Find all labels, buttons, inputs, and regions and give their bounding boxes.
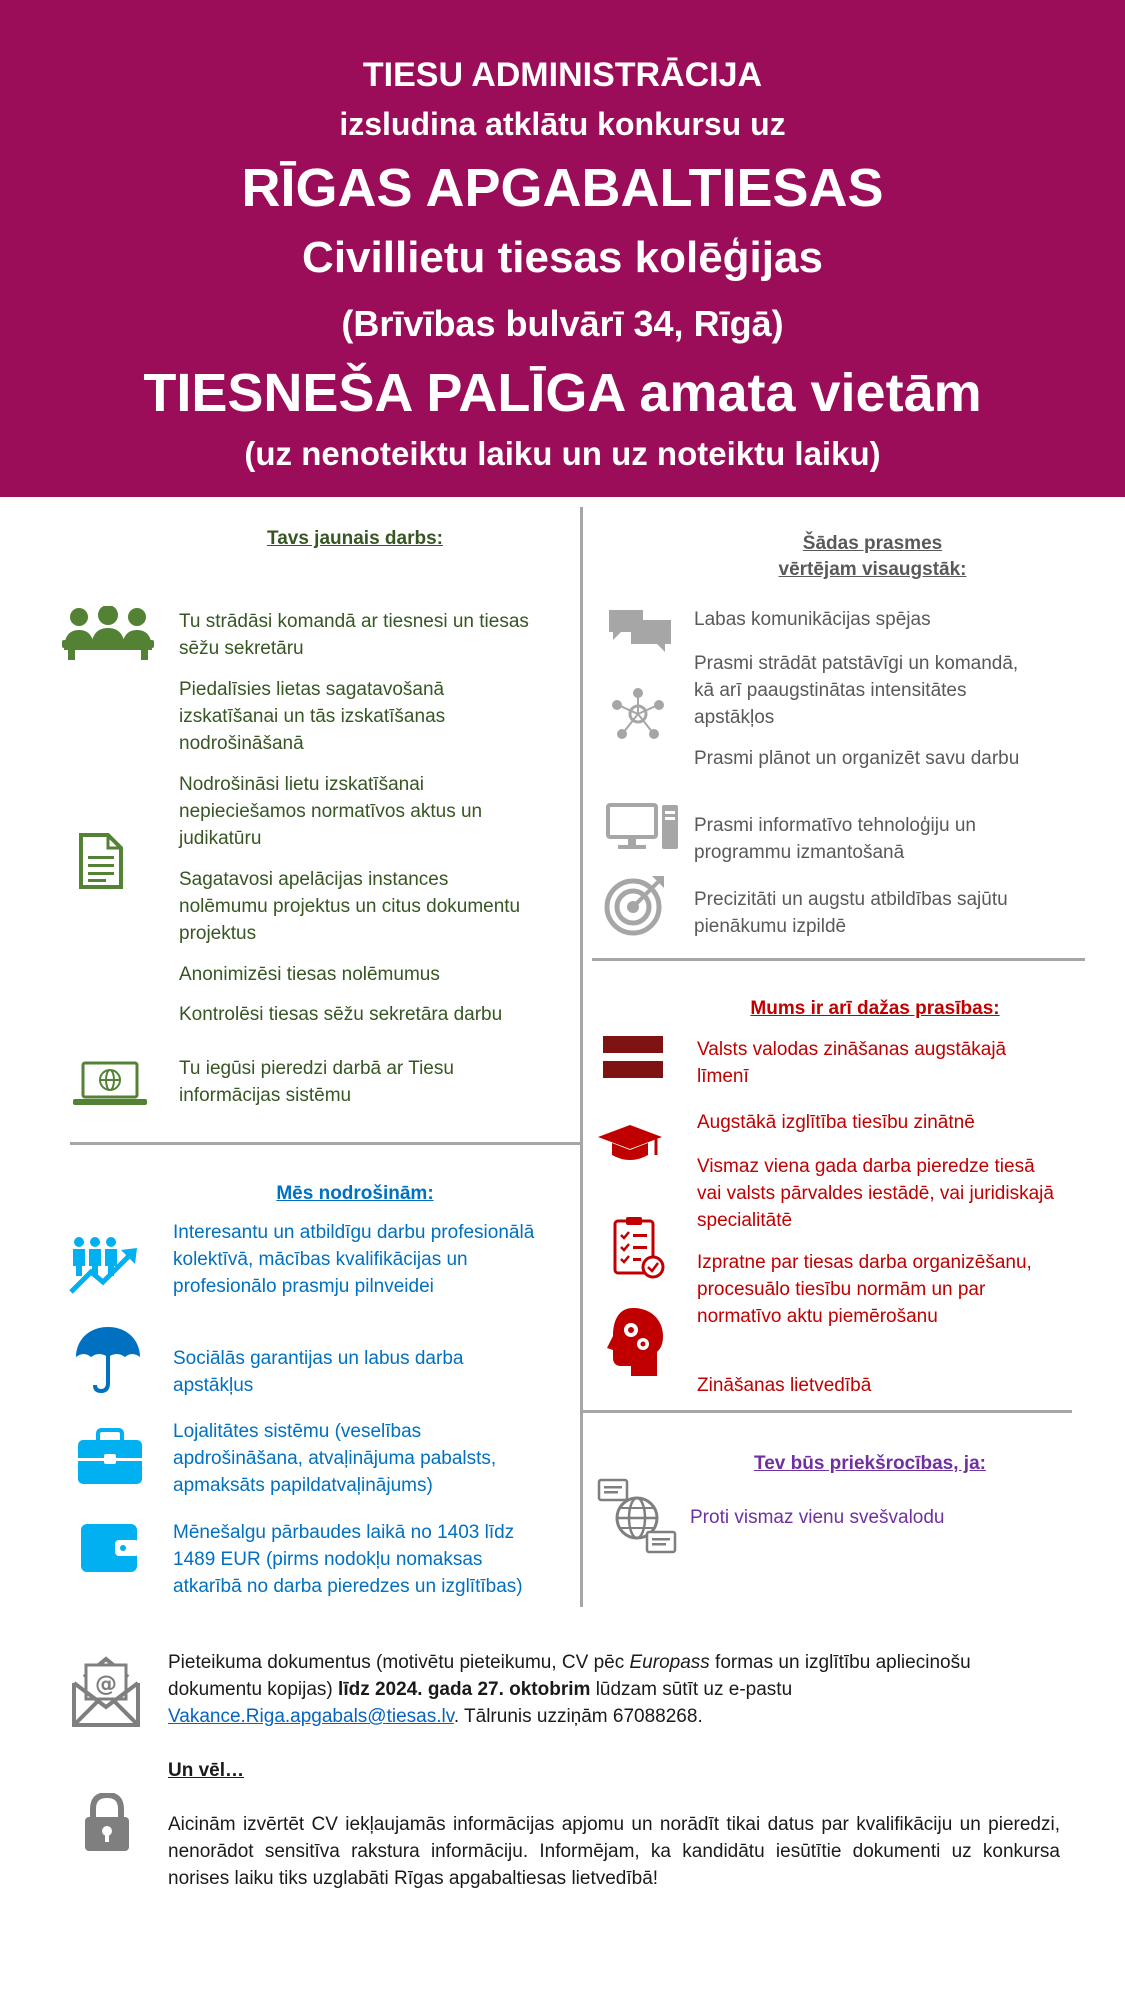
skills-title-line1: Šādas prasmes bbox=[802, 533, 943, 554]
skill-item-3: Prasmi plānot un organizēt savu darbu bbox=[694, 748, 1020, 769]
apply-deadline: līdz 2024. gada 27. oktobrim bbox=[338, 1679, 591, 1700]
header-college: Civillietu tiesas kolēģijas bbox=[302, 233, 823, 282]
apply-email-link[interactable]: Vakance.Riga.apgabals@tiesas.lv bbox=[168, 1706, 454, 1727]
application-text bbox=[168, 1649, 1068, 1730]
flag-icon bbox=[603, 1036, 663, 1083]
lock-icon bbox=[84, 1793, 130, 1858]
header-position: TIESNEŠA PALĪGA amata vietām bbox=[143, 363, 982, 423]
chat-icon bbox=[607, 607, 673, 658]
header-announcement: izsludina atklātu konkursu uz bbox=[339, 106, 786, 142]
apply-text-3: lūdzam sūtīt uz e-pastu bbox=[590, 1679, 793, 1700]
mail-icon bbox=[72, 1655, 140, 1732]
job-item-7: Tu iegūsi pieredzi darbā ar Tiesu informācijas sistēmu bbox=[179, 1058, 454, 1106]
provide-item-2: Sociālās garantijas un labus darba apstākļus bbox=[173, 1348, 464, 1396]
job-item-3: Nodrošināsi lietu izskatīšanai nepieciešamos normatīvos aktus un judikatūru bbox=[179, 774, 483, 849]
document-icon bbox=[78, 832, 124, 895]
requirement-item-2: Augstākā izglītība tiesību zinātnē bbox=[697, 1112, 975, 1133]
divider-left bbox=[70, 1142, 580, 1145]
more-title: Un vēl… bbox=[168, 1760, 245, 1781]
new-job-title: Tavs jaunais darbs: bbox=[267, 528, 443, 549]
target-icon bbox=[604, 872, 668, 941]
job-item-5: Anonimizēsi tiesas nolēmumus bbox=[179, 964, 440, 985]
apply-text-1: Pieteikuma dokumentus (motivētu pieteikumu, CV pēc bbox=[168, 1652, 630, 1673]
advantage-title: Tev būs priekšrocības, ja: bbox=[754, 1453, 986, 1474]
apply-europass: Europass bbox=[629, 1652, 710, 1673]
job-item-2: Piedalīsies lietas sagatavošanā izskatīšanai un tās izskatīšanas nodrošināšanā bbox=[179, 679, 446, 754]
requirement-item-1: Valsts valodas zināšanas augstākajā līmenī bbox=[697, 1039, 1007, 1087]
divider-right-top bbox=[592, 958, 1085, 961]
divider-right-bottom bbox=[582, 1410, 1072, 1413]
requirement-item-3: Vismaz viena gada darba pieredze tiesā vai valsts pārvaldes iestādē, vai juridiskajā specialitātē bbox=[697, 1156, 1054, 1231]
header-court: RĪGAS APGABALTIESAS bbox=[241, 158, 884, 218]
computer-icon bbox=[606, 803, 680, 856]
vertical-divider bbox=[580, 507, 583, 1607]
provide-item-1: Interesantu un atbildīgu darbu profesionālā kolektīvā, mācības kvalifikācijas un profesionālo prasmju pilnveidei bbox=[173, 1222, 535, 1297]
requirement-item-4: Izpratne par tiesas darba organizēšanu, procesuālo tiesību normām un par normatīvo aktu piemērošanu bbox=[697, 1252, 1032, 1327]
svg-text:@: @ bbox=[95, 1672, 117, 1697]
skill-item-5: Precizitāti un augstu atbildības sajūtu pienākumu izpildē bbox=[694, 889, 1008, 937]
job-item-1: Tu strādāsi komandā ar tiesnesi un tiesas sēžu sekretāru bbox=[179, 611, 529, 659]
globe-chat-icon bbox=[597, 1478, 677, 1561]
skill-item-1: Labas komunikācijas spējas bbox=[694, 609, 931, 630]
provide-item-3: Lojalitātes sistēmu (veselības apdrošināšana, atvaļinājuma pabalsts, apmaksāts papildatvaļinājums) bbox=[173, 1421, 497, 1496]
provide-title: Mēs nodrošinām: bbox=[276, 1183, 434, 1204]
provide-item-4: Mēnešalgu pārbaudes laikā no 1403 līdz 1489 EUR (pirms nodokļu nomaksas atkarībā no darba pieredzes un izglītības) bbox=[173, 1522, 523, 1597]
job-item-6: Kontrolēsi tiesas sēžu sekretāra darbu bbox=[179, 1004, 503, 1025]
briefcase-icon bbox=[76, 1428, 144, 1491]
checklist-icon bbox=[612, 1215, 666, 1284]
growth-team-icon bbox=[69, 1236, 141, 1299]
wallet-icon bbox=[79, 1522, 139, 1579]
header-banner bbox=[0, 0, 1125, 497]
apply-phone: . Tālrunis uzziņām 67088268. bbox=[453, 1706, 703, 1727]
umbrella-icon bbox=[74, 1325, 142, 1398]
requirements-title: Mums ir arī dažas prasības: bbox=[750, 998, 1000, 1019]
laptop-icon bbox=[73, 1061, 147, 1112]
skills-title-line2: vērtējam visaugstāk: bbox=[778, 559, 967, 580]
apply-text-2: formas un izglītību apliecinošu dokumentu kopijas) bbox=[168, 1652, 971, 1700]
skill-item-4: Prasmi informatīvo tehnoloģiju un programmu izmantošanā bbox=[694, 815, 976, 863]
job-item-4: Sagatavosi apelācijas instances nolēmumu projektus un citus dokumentu projektus bbox=[179, 869, 521, 944]
header-organization: TIESU ADMINISTRĀCIJA bbox=[362, 56, 763, 94]
header-address: (Brīvības bulvārī 34, Rīgā) bbox=[341, 303, 784, 344]
header-term: (uz nenoteiktu laiku un uz noteiktu laiku) bbox=[244, 435, 881, 472]
graduation-cap-icon bbox=[596, 1123, 664, 1168]
more-text: Aicinām izvērtēt CV iekļaujamās informācijas apjomu un norādīt tikai datus par kvalifikāciju un pieredzi, nenorādot sensitīva rakstura informāciju. Informējam, ka kandidātu iesūtītie dokumenti uz konkursa norises laiku tiks uzglabāti Rīgas apgabaltiesas lietvedībā! bbox=[168, 1814, 1060, 1889]
network-icon bbox=[611, 687, 665, 746]
skill-item-2: Prasmi strādāt patstāvīgi un komandā, kā arī paaugstinātas intensitātes apstākļos bbox=[694, 653, 1019, 728]
advantage-item-1: Proti vismaz vienu svešvalodu bbox=[690, 1507, 945, 1528]
head-gears-icon bbox=[603, 1306, 665, 1383]
requirement-item-5: Zināšanas lietvedībā bbox=[697, 1375, 872, 1396]
team-icon bbox=[62, 606, 154, 665]
